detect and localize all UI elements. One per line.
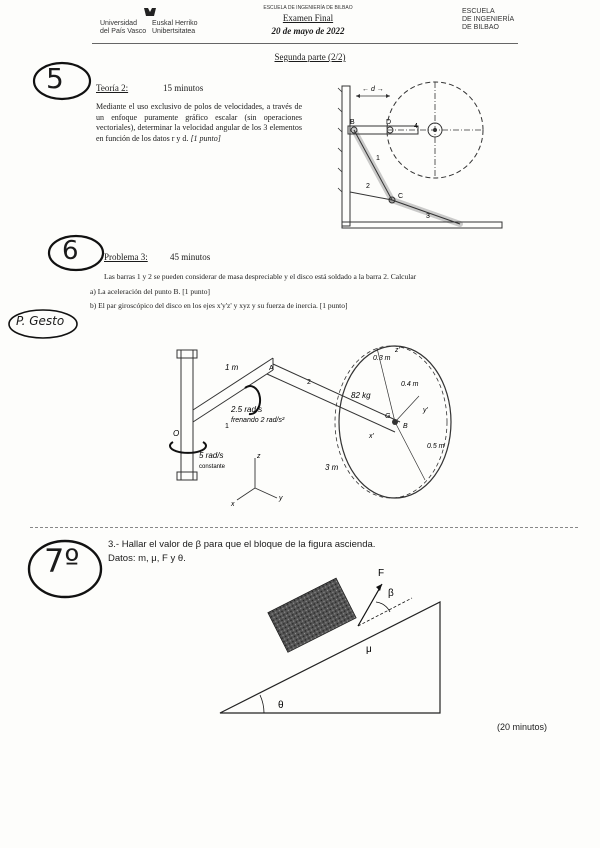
q7-label-F: F: [378, 568, 385, 579]
q6-label: Problema 3:: [104, 252, 148, 262]
q6-omega2: 2.5 rad/s: [231, 405, 263, 414]
q5-time: 15 minutos: [163, 83, 204, 93]
q7-label-mu: μ: [366, 644, 372, 655]
school-name: ESCUELA DE INGENIERÍA DE BILBAO: [263, 5, 353, 11]
q6-label-1: 1: [225, 423, 229, 430]
logo-icon: [143, 7, 157, 17]
q6-label-B: B: [403, 423, 408, 430]
q7-text-2: Datos: m, μ, F y θ.: [108, 553, 186, 564]
q5-label-1: 1: [376, 155, 380, 162]
q6-gyro-figure: [155, 330, 455, 510]
q5-text: Mediante el uso exclusivo de polos de velocidades, a través de un enfoque puramente gráfico escalar (sin operaciones vectoriales), determinar la velocidad angular de los 3 elementos en función de los datos r y d.: [96, 102, 302, 143]
q6-axis-y1: y': [423, 407, 428, 414]
q6-dim-04: 0.4 m: [401, 381, 419, 388]
q7-time: (20 minutos): [497, 722, 548, 732]
header-rule: [92, 43, 518, 44]
q6-time: 45 minutos: [170, 252, 211, 262]
university-alt-name-2: Unibertsitatea: [152, 28, 196, 35]
q6-alpha2: frenando 2 rad/s²: [231, 417, 285, 424]
exam-title: Examen Final: [282, 13, 334, 23]
university-name-2: del País Vasco: [100, 28, 147, 35]
university-logo: [143, 4, 157, 14]
school-right-1: ESCUELA: [462, 8, 495, 15]
q6-label-2: 2: [307, 379, 311, 386]
section-title: Segunda parte (2/2): [274, 52, 346, 62]
school-right-3: DE BILBAO: [462, 24, 499, 31]
q6-axis-z: z: [257, 453, 261, 460]
q6-label-1m: 1 m: [225, 363, 239, 372]
q6-dim-03: 0.3 m: [373, 355, 391, 362]
school-right-2: DE INGENIERÍA: [462, 16, 515, 23]
handwritten-number-7: 7º: [44, 542, 80, 580]
q5-label-4: 4: [414, 123, 418, 130]
q5-mechanism-figure: [330, 72, 520, 242]
q6-item-a: a) La aceleración del punto B. [1 punto]: [90, 287, 210, 296]
q6-dim-05: 0.5 m: [427, 443, 445, 450]
q6-label-G: G: [385, 413, 391, 420]
q7-text-1: 3.- Hallar el valor de β para que el bloque de la figura ascienda.: [108, 539, 376, 550]
q6-axis-x: x: [231, 501, 235, 508]
university-name: Universidad: [100, 20, 137, 27]
q5-label: Teoría 2:: [96, 83, 129, 93]
q6-omega1: 5 rad/s: [199, 451, 224, 460]
handwritten-number-5: 5: [46, 62, 64, 95]
handwritten-number-6: 6: [62, 236, 79, 266]
q5-statement: [96, 102, 302, 144]
q7-label-theta: θ: [278, 700, 284, 711]
q7-label-beta: β: [388, 588, 394, 599]
q6-omega1-note: constante: [199, 464, 226, 470]
q6-label-O: O: [173, 429, 180, 438]
q6-item-b: b) El par giroscópico del disco en los ejes x'y'z' y xyz y su fuerza de inercia. [1 punto]: [90, 301, 348, 310]
q5-label-B: B: [350, 119, 355, 126]
q5-label-d: ← d →: [362, 86, 384, 93]
q5-label-D: D: [386, 119, 392, 126]
q5-label-C: C: [398, 193, 404, 200]
q6-intro: Las barras 1 y 2 se pueden considerar de masa despreciable y el disco está soldado a la barra 2. Calcular: [104, 272, 417, 281]
q6-axis-z1: z': [395, 347, 400, 354]
q5-points: [1 punto]: [190, 133, 221, 143]
q6-mass: 82 kg: [351, 391, 371, 400]
q6-len-3m: 3 m: [325, 463, 339, 472]
margin-note: P. Gesto: [16, 314, 65, 328]
q5-label-3: 3: [426, 213, 430, 220]
q5-label-2: 2: [366, 183, 370, 190]
q6-axis-x1: x': [369, 433, 374, 440]
q6-axis-y: y: [279, 495, 283, 502]
q6-label-A: A: [269, 365, 274, 372]
exam-date: 20 de mayo de 2022: [271, 26, 345, 36]
university-alt-name: Euskal Herriko: [152, 20, 198, 27]
q7-incline-figure: [200, 560, 460, 720]
section-separator: [30, 527, 578, 528]
